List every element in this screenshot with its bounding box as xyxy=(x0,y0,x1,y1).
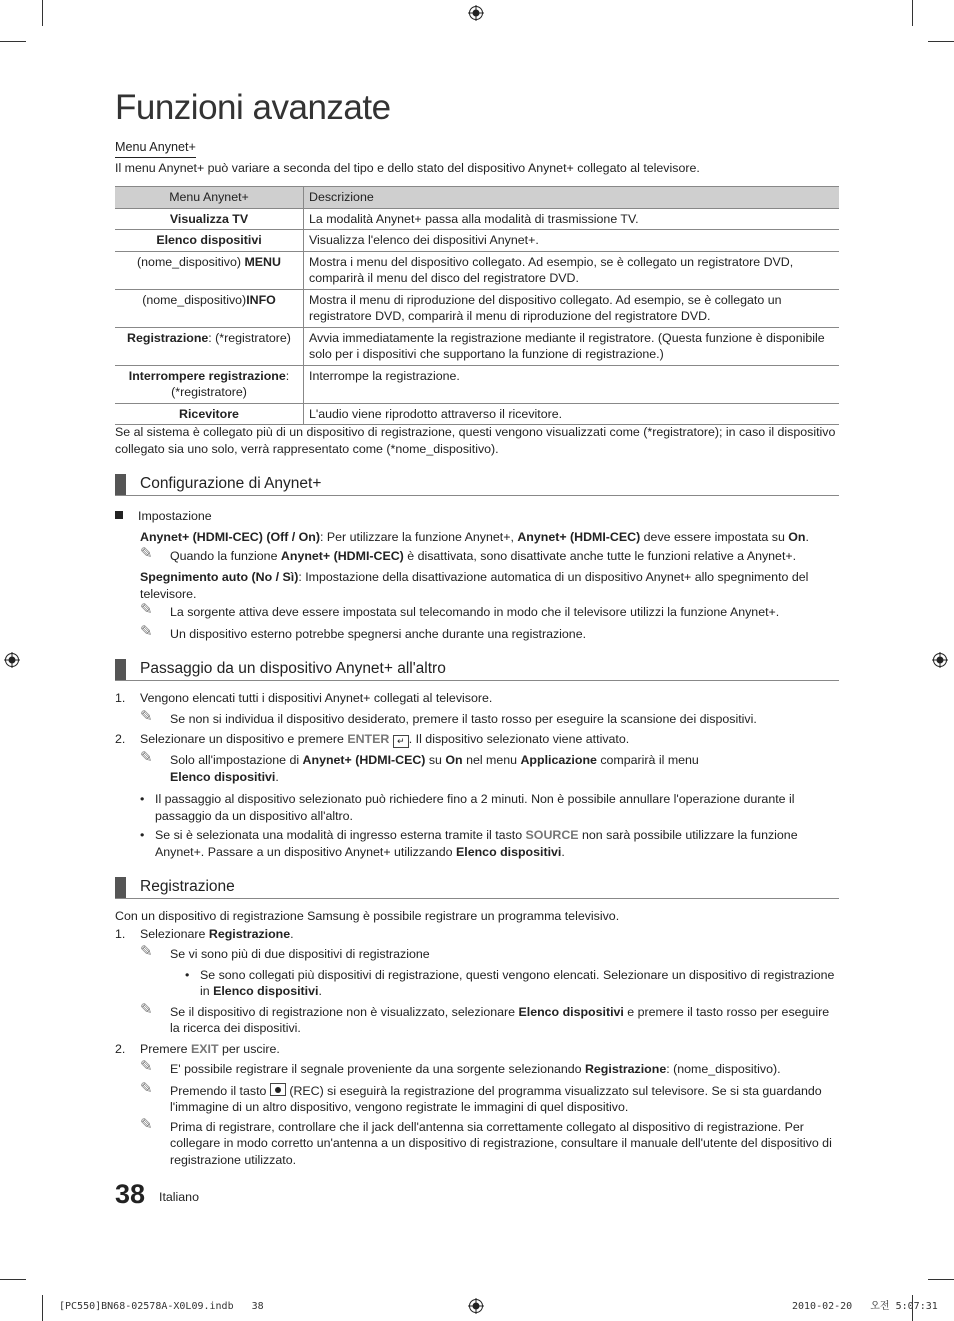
crop-mark xyxy=(928,1279,954,1280)
pencil-note-icon: ✎ xyxy=(140,749,153,766)
page-language: Italiano xyxy=(159,1190,199,1204)
crop-mark xyxy=(0,41,26,42)
crop-mark xyxy=(912,0,913,26)
section-title: Passaggio da un dispositivo Anynet+ all'altro xyxy=(140,660,446,677)
square-bullet-icon xyxy=(115,511,123,519)
section-config xyxy=(115,471,839,496)
step-note-wrap xyxy=(115,943,840,1037)
record-body xyxy=(115,908,840,1168)
pencil-note-icon: ✎ xyxy=(140,601,153,618)
section-record xyxy=(115,874,839,899)
step-1: 1. Vengono elencati tutti i dispositivi Anynet+ collegati al televisore. xyxy=(115,691,493,705)
menu-cell: Registrazione: (*registratore) xyxy=(115,327,304,365)
note: ✎ Un dispositivo esterno potrebbe spegnersi anche durante una registrazione. xyxy=(140,622,587,641)
pencil-note-icon: ✎ xyxy=(140,1058,153,1075)
pencil-note-icon: ✎ xyxy=(140,707,153,725)
menu-cell: Elenco dispositivi xyxy=(115,230,304,252)
anynet-menu-table xyxy=(115,186,839,425)
step-note-wrap xyxy=(115,1058,840,1168)
menu-cell: (nome_dispositivo) MENU xyxy=(115,251,304,289)
switch-body xyxy=(115,690,840,860)
registration-mark-icon xyxy=(468,5,484,21)
desc-cell: Visualizza l'elenco dei dispositivi Anynet+. xyxy=(304,230,840,252)
enter-icon: ↵ xyxy=(393,735,409,748)
step-2: 2. Premere EXIT per uscire. xyxy=(115,1041,280,1056)
pencil-note-icon: ✎ xyxy=(140,622,153,640)
crop-mark xyxy=(42,0,43,26)
table-row xyxy=(115,327,839,365)
table-row xyxy=(115,251,839,289)
page-title: Funzioni avanzate xyxy=(115,88,391,127)
registration-mark-icon xyxy=(468,1298,484,1314)
note: ✎ Quando la funzione Anynet+ (HDMI-CEC) è disattivata, sono disattivate anche tutte le funzioni relative a Anynet+. xyxy=(140,544,797,563)
section-bar xyxy=(115,877,126,898)
auto-off-setting-line: Spegnimento auto (No / Sì): Impostazione della disattivazione automatica di un dispositivo Anynet+ allo spegnimento del televisore. xyxy=(140,570,809,601)
bullet-item: • Se si è selezionata una modalità di ingresso esterna tramite il tasto SOURCE non sarà possibile utilizzare la funzione Anynet+. Passare a un dispositivo Anynet+ utilizzando Elenco dispositivi. xyxy=(140,828,798,859)
note: ✎ Prima di registrare, controllare che il jack dell'antenna sia correttamente collegato al dispositivo di registrazione. Per collegare in modo corretto un'antenna a un dispositivo di registrazione, consultare il manuale dell'utente del dispositivo di registrazione utilizzato. xyxy=(140,1115,832,1167)
menu-intro: Il menu Anynet+ può variare a seconda del tipo e dello stato del dispositivo Anynet+ collegato al televisore. xyxy=(115,161,700,175)
desc-cell: Interrompe la registrazione. xyxy=(304,365,840,403)
rec-button-icon xyxy=(270,1083,286,1096)
step-2: 2. Selezionare un dispositivo e premere ENTER ↵ . Il dispositivo selezionato viene attivato. xyxy=(115,732,630,746)
pencil-note-icon: ✎ xyxy=(140,1079,153,1097)
menu-cell: Interrompere registrazione: (*registratore) xyxy=(115,365,304,403)
crop-mark xyxy=(42,1295,43,1321)
table-row xyxy=(115,289,839,327)
desc-cell: La modalità Anynet+ passa alla modalità di trasmissione TV. xyxy=(304,208,840,230)
note: ✎ La sorgente attiva deve essere impostata sul telecomando in modo che il televisore utilizzi la funzione Anynet+. xyxy=(140,601,780,619)
recorder-note-paragraph: Se al sistema è collegato più di un dispositivo di registrazione, questi vengono visualizzati come (*registratore); in caso il dispositivo collegato sia uno solo, verrà rappresentato come (*nome_dispositivo). xyxy=(115,425,836,456)
table-row xyxy=(115,208,839,230)
config-item: Impostazione xyxy=(115,508,212,525)
note: ✎ Solo all'impostazione di Anynet+ (HDMI-CEC) su On nel menu Applicazione comparirà il menu Elenco dispositivi. xyxy=(140,749,699,784)
note: ✎ Se vi sono più di due dispositivi di registrazione xyxy=(140,943,430,961)
registration-mark-icon xyxy=(932,652,948,668)
table-header-row xyxy=(115,187,839,209)
note: ✎ E' possibile registrare il segnale proveniente da una sorgente selezionando Registrazione: (nome_dispositivo). xyxy=(140,1058,781,1076)
record-intro: Con un dispositivo di registrazione Samsung è possibile registrare un programma televisivo. xyxy=(115,909,620,923)
note: ✎ Se non si individua il dispositivo desiderato, premere il tasto rosso per eseguire la scansione dei dispositivi. xyxy=(140,707,757,726)
bullet-item: • Se sono collegati più dispositivi di registrazione, questi vengono elencati. Selezionare un dispositivo di registrazione in Elenco dispositivi. xyxy=(185,967,835,998)
note: ✎ Se il dispositivo di registrazione non è visualizzato, selezionare Elenco dispositivi e premere il tasto rosso per eseguire la ricerca dei dispositivi. xyxy=(140,1000,830,1035)
desc-cell: Mostra il menu di riproduzione del dispositivo collegato. Ad esempio, se è collegato un registratore DVD, comparirà il menu di riproduzione del registratore DVD. xyxy=(304,289,840,327)
timestamp: 2010-02-20 오전 5:07:31 xyxy=(792,1301,938,1312)
menu-cell: Visualizza TV xyxy=(115,208,304,230)
desc-cell: Mostra i menu del dispositivo collegato. Ad esempio, se è collegato un registratore DVD, comparirà il menu del disco del registratore DVD. xyxy=(304,251,840,289)
step-note-wrap xyxy=(115,749,840,785)
crop-mark xyxy=(928,41,954,42)
note: ✎ Premendo il tasto (REC) si eseguirà la registrazione del programma visualizzato sul televisore. Se si sta guardando l'immagine di un altro dispositivo, vengono registrate le immagini di quel dispositivo. xyxy=(140,1079,822,1114)
step-note-wrap xyxy=(115,707,840,728)
section-bar xyxy=(115,474,126,495)
file-info: [PC550]BN68-02578A-X0L09.indb 38 xyxy=(59,1301,264,1312)
menu-anynet-heading: Menu Anynet+ xyxy=(115,139,196,158)
table-row xyxy=(115,230,839,252)
desc-cell: L'audio viene riprodotto attraverso il ricevitore. xyxy=(304,403,840,425)
menu-cell: (nome_dispositivo)INFO xyxy=(115,289,304,327)
page-number: 38 xyxy=(115,1179,146,1209)
desc-cell: Avvia immediatamente la registrazione mediante il registratore. (Questa funzione è disponibile solo per i dispositivi che supportano la funzione di registrazione.) xyxy=(304,327,840,365)
pencil-note-icon: ✎ xyxy=(140,943,153,960)
pencil-note-icon: ✎ xyxy=(140,1115,153,1133)
bullet-item: • Il passaggio al dispositivo selezionato può richiedere fino a 2 minuti. Non è possibile annullare l'operazione durante il passaggio da un dispositivo all'altro. xyxy=(140,792,795,823)
section-switch xyxy=(115,656,839,681)
section-title: Configurazione di Anynet+ xyxy=(140,475,322,492)
registration-mark-icon xyxy=(4,652,20,668)
config-body xyxy=(140,529,840,642)
pencil-note-icon: ✎ xyxy=(140,544,153,562)
menu-cell: Ricevitore xyxy=(115,403,304,425)
pencil-note-icon: ✎ xyxy=(140,1000,153,1018)
table-row xyxy=(115,365,839,403)
crop-mark xyxy=(0,1279,26,1280)
table-header-description: Descrizione xyxy=(304,187,840,209)
table-header-menu: Menu Anynet+ xyxy=(115,187,304,209)
anynet-setting-line: Anynet+ (HDMI-CEC) (Off / On): Per utilizzare la funzione Anynet+, Anynet+ (HDMI-CEC) deve essere impostata su On. xyxy=(140,530,809,544)
section-title: Registrazione xyxy=(140,878,235,895)
section-bar xyxy=(115,659,126,680)
table-row xyxy=(115,403,839,425)
step-1: 1. Selezionare Registrazione. xyxy=(115,926,294,941)
